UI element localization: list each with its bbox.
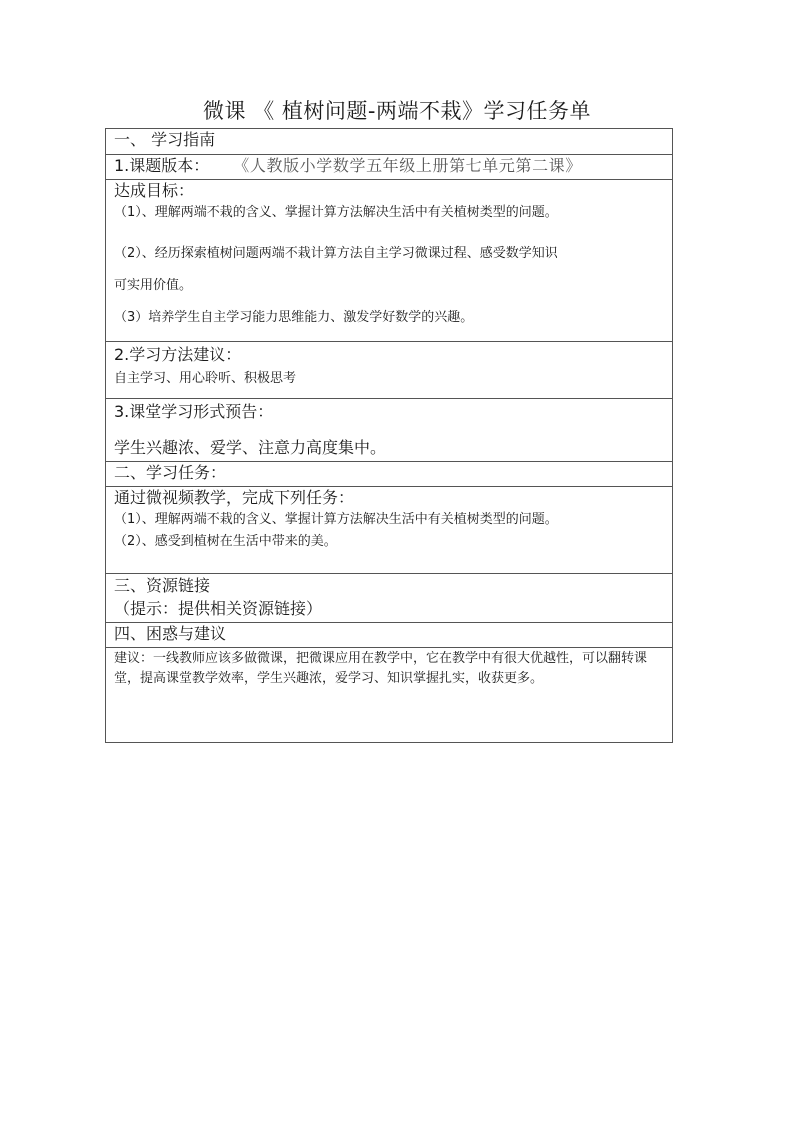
class-form-heading: 3.课堂学习形式预告： [114, 402, 274, 421]
section-1-heading-row [106, 129, 672, 154]
tasks-row [106, 486, 672, 573]
suggestion-row [106, 647, 672, 742]
section-3-heading: 三、资源链接 [114, 576, 211, 595]
section-4-heading: 四、困惑与建议 [114, 624, 227, 643]
goals-heading: 达成目标： [114, 181, 195, 200]
method-value: 自主学习、用心聆听、积极思考 [114, 371, 297, 386]
task-item-1: （1）、理解两端不栽的含义、掌握计算方法解决生活中有关植树类型的问题。 [114, 512, 558, 527]
goal-item-1: （1）、理解两端不栽的含义、掌握计算方法解决生活中有关植树类型的问题。 [114, 205, 558, 220]
topic-value: 《人教版小学数学五年级上册第七单元第二课》 [241, 156, 582, 175]
goals-row [106, 179, 672, 341]
section-1-heading: 一、 学习指南 [114, 130, 216, 149]
suggestion-text: 建议：一线教师应该多做微课，把微课应用在教学中，它在教学中有很大优越性，可以翻转课堂，提高课堂教学效率，学生兴趣浓，爱学习、知识掌握扎实，收获更多。 [114, 651, 648, 686]
section-2-heading-row [106, 461, 672, 486]
section-4-heading-row [106, 622, 672, 647]
goal-item-2: （2）、经历探索植树问题两端不栽计算方法自主学习微课过程、感受数学知识 [114, 246, 558, 261]
goal-item-3: （3）培养学生自主学习能力思维能力、激发学好数学的兴趣。 [114, 310, 474, 325]
method-heading: 2.学习方法建议： [114, 345, 242, 364]
goal-item-2-cont: 可实用价值。 [114, 278, 193, 293]
resource-row [106, 573, 672, 622]
topic-version-row [106, 154, 672, 179]
tasks-intro: 通过微视频教学，完成下列任务： [114, 488, 355, 507]
task-sheet-table [105, 128, 673, 743]
topic-label: 1.课题版本： [114, 156, 210, 175]
method-row [106, 341, 672, 398]
class-form-row [106, 398, 672, 461]
task-item-2: （2）、感受到植树在生活中带来的美。 [114, 534, 337, 549]
resource-hint: （提示：提供相关资源链接） [114, 599, 323, 618]
class-form-value: 学生兴趣浓、爱学、注意力高度集中。 [114, 438, 387, 457]
section-2-heading: 二、学习任务： [114, 463, 227, 482]
page-title: 微课 《 植树问题-两端不栽》学习任务单 [203, 99, 591, 123]
